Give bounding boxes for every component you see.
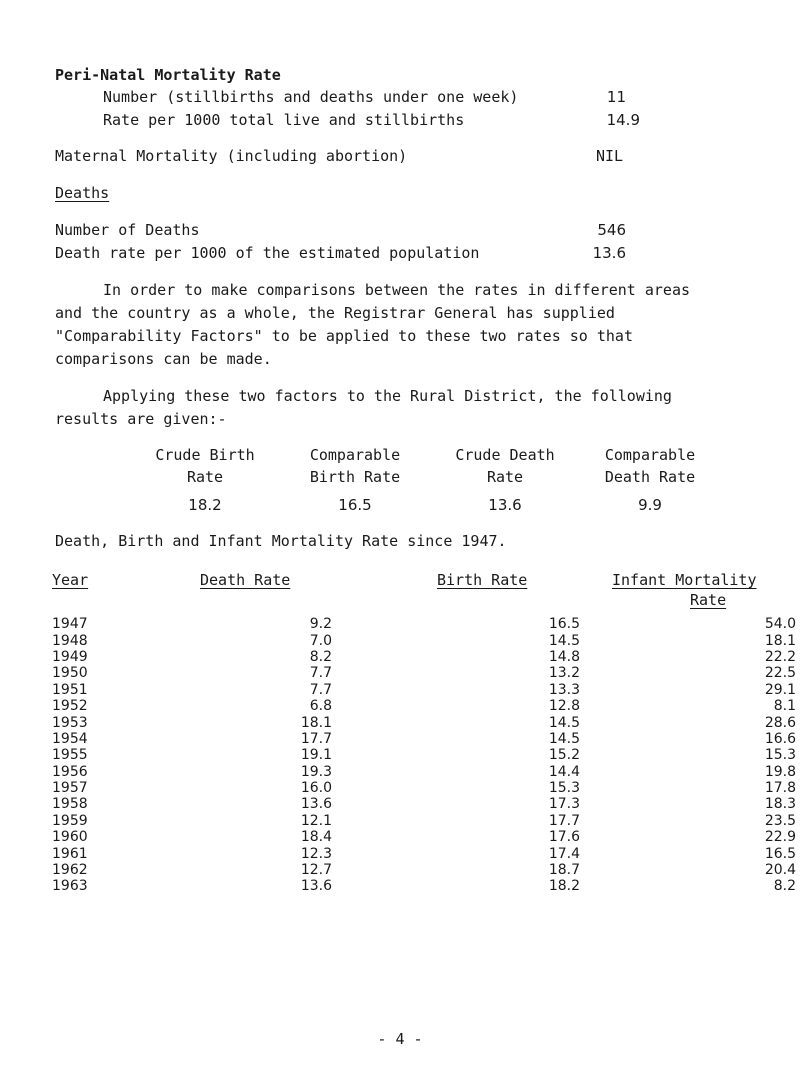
cell-infant-mortality-rate: 22.2 bbox=[764, 648, 796, 665]
cell-infant-mortality-rate: 8.2 bbox=[773, 878, 796, 895]
cell-death-rate: 19.3 bbox=[300, 763, 332, 780]
cell-birth-rate: 17.3 bbox=[548, 796, 580, 813]
comparison-header-comparable-death-2: Death Rate bbox=[604, 468, 696, 486]
cell-birth-rate: 14.5 bbox=[548, 730, 580, 747]
cell-birth-rate: 14.8 bbox=[548, 648, 580, 665]
cell-birth-rate: 13.2 bbox=[548, 665, 580, 682]
comparison-header-crude-birth-2: Rate bbox=[186, 468, 224, 486]
cell-infant-mortality-rate: 22.5 bbox=[764, 665, 796, 682]
comparison-header-comparable-birth-1: Comparable bbox=[309, 446, 401, 464]
cell-death-rate: 9.2 bbox=[309, 616, 332, 633]
cell-death-rate: 17.7 bbox=[300, 730, 332, 747]
cell-year: 1958 bbox=[52, 796, 88, 813]
table-row bbox=[52, 682, 796, 698]
table-row bbox=[52, 764, 796, 780]
cell-infant-mortality-rate: 15.3 bbox=[764, 747, 796, 764]
cell-birth-rate: 14.5 bbox=[548, 632, 580, 649]
perinatal-rate-label: Rate per 1000 total live and stillbirths bbox=[103, 111, 465, 129]
perinatal-heading: Peri-Natal Mortality Rate bbox=[55, 66, 281, 84]
cell-year: 1948 bbox=[52, 632, 88, 649]
table-row bbox=[52, 649, 796, 665]
cell-year: 1961 bbox=[52, 845, 88, 862]
cell-year: 1947 bbox=[52, 616, 88, 633]
cell-year: 1957 bbox=[52, 780, 88, 797]
cell-death-rate: 6.8 bbox=[309, 698, 332, 715]
cell-infant-mortality-rate: 17.8 bbox=[764, 780, 796, 797]
cell-year: 1953 bbox=[52, 714, 88, 731]
cell-birth-rate: 17.7 bbox=[548, 812, 580, 829]
deaths-number-label: Number of Deaths bbox=[55, 221, 200, 239]
comparison-value-comparable-death: 9.9 bbox=[638, 496, 662, 514]
comparison-header-crude-death-2: Rate bbox=[486, 468, 524, 486]
paragraph-comparisons-line-3: "Comparability Factors" to be applied to these two rates so that bbox=[55, 327, 633, 345]
table-row bbox=[52, 780, 796, 796]
cell-year: 1952 bbox=[52, 698, 88, 715]
cell-year: 1963 bbox=[52, 878, 88, 895]
table-row bbox=[52, 665, 796, 681]
cell-death-rate: 13.6 bbox=[300, 796, 332, 813]
maternal-value: NIL bbox=[596, 147, 624, 165]
deaths-number-value: 546 bbox=[597, 221, 626, 239]
cell-death-rate: 12.1 bbox=[300, 812, 332, 829]
cell-death-rate: 8.2 bbox=[309, 648, 332, 665]
column-header-death-rate: Death Rate bbox=[200, 571, 291, 589]
mortality-table-body bbox=[52, 616, 796, 895]
cell-death-rate: 12.3 bbox=[300, 845, 332, 862]
table-row bbox=[52, 829, 796, 845]
column-header-birth-rate: Birth Rate bbox=[437, 571, 528, 589]
maternal-label: Maternal Mortality (including abortion) bbox=[55, 147, 408, 165]
cell-year: 1962 bbox=[52, 862, 88, 879]
paragraph-applying-line-1: Applying these two factors to the Rural District, the following bbox=[103, 387, 672, 405]
deaths-heading: Deaths bbox=[55, 184, 110, 202]
table-row bbox=[52, 862, 796, 878]
table-row bbox=[52, 813, 796, 829]
table-row bbox=[52, 845, 796, 861]
cell-year: 1959 bbox=[52, 812, 88, 829]
cell-year: 1956 bbox=[52, 763, 88, 780]
table-row bbox=[52, 747, 796, 763]
cell-year: 1954 bbox=[52, 730, 88, 747]
paragraph-comparisons-line-1: In order to make comparisons between the rates in different areas bbox=[103, 281, 690, 299]
cell-year: 1950 bbox=[52, 665, 88, 682]
column-header-infant-mortality-rate: Rate bbox=[690, 591, 727, 609]
cell-birth-rate: 12.8 bbox=[548, 698, 580, 715]
table-row bbox=[52, 616, 796, 632]
cell-birth-rate: 15.3 bbox=[548, 780, 580, 797]
page-number: - 4 - bbox=[377, 1030, 423, 1048]
cell-year: 1960 bbox=[52, 829, 88, 846]
cell-death-rate: 7.0 bbox=[309, 632, 332, 649]
table-row bbox=[52, 632, 796, 648]
table-row bbox=[52, 714, 796, 730]
cell-birth-rate: 14.4 bbox=[548, 763, 580, 780]
cell-birth-rate: 14.5 bbox=[548, 714, 580, 731]
cell-year: 1949 bbox=[52, 648, 88, 665]
cell-infant-mortality-rate: 23.5 bbox=[764, 812, 796, 829]
comparison-header-crude-death-1: Crude Death bbox=[455, 446, 555, 464]
cell-birth-rate: 17.4 bbox=[548, 845, 580, 862]
cell-infant-mortality-rate: 18.3 bbox=[764, 796, 796, 813]
cell-birth-rate: 15.2 bbox=[548, 747, 580, 764]
deaths-rate-label: Death rate per 1000 of the estimated population bbox=[55, 244, 480, 262]
cell-infant-mortality-rate: 16.5 bbox=[764, 845, 796, 862]
cell-infant-mortality-rate: 22.9 bbox=[764, 829, 796, 846]
cell-birth-rate: 13.3 bbox=[548, 681, 580, 698]
cell-infant-mortality-rate: 54.0 bbox=[764, 616, 796, 633]
cell-year: 1951 bbox=[52, 681, 88, 698]
paragraph-comparisons-line-2: and the country as a whole, the Registrar General has supplied bbox=[55, 304, 615, 322]
mortality-table bbox=[52, 616, 796, 895]
comparison-value-crude-death: 13.6 bbox=[488, 496, 522, 514]
comparison-header-comparable-death-1: Comparable bbox=[604, 446, 696, 464]
cell-infant-mortality-rate: 8.1 bbox=[773, 698, 796, 715]
table-row bbox=[52, 698, 796, 714]
table-row bbox=[52, 878, 796, 894]
cell-infant-mortality-rate: 19.8 bbox=[764, 763, 796, 780]
deaths-rate-value: 13.6 bbox=[592, 244, 626, 262]
cell-death-rate: 13.6 bbox=[300, 878, 332, 895]
cell-infant-mortality-rate: 28.6 bbox=[764, 714, 796, 731]
table-row bbox=[52, 731, 796, 747]
cell-death-rate: 12.7 bbox=[300, 862, 332, 879]
perinatal-number-value: 11 bbox=[606, 88, 626, 106]
cell-birth-rate: 17.6 bbox=[548, 829, 580, 846]
column-header-year: Year bbox=[52, 571, 89, 589]
cell-birth-rate: 16.5 bbox=[548, 616, 580, 633]
cell-death-rate: 7.7 bbox=[309, 665, 332, 682]
cell-death-rate: 19.1 bbox=[300, 747, 332, 764]
column-header-infant-mortality: Infant Mortality bbox=[612, 571, 757, 589]
paragraph-applying-line-2: results are given:- bbox=[55, 410, 227, 428]
cell-infant-mortality-rate: 20.4 bbox=[764, 862, 796, 879]
cell-death-rate: 7.7 bbox=[309, 681, 332, 698]
perinatal-rate-value: 14.9 bbox=[606, 111, 640, 129]
cell-infant-mortality-rate: 18.1 bbox=[764, 632, 796, 649]
cell-death-rate: 18.1 bbox=[300, 714, 332, 731]
cell-death-rate: 16.0 bbox=[300, 780, 332, 797]
comparison-value-comparable-birth: 16.5 bbox=[338, 496, 372, 514]
cell-birth-rate: 18.7 bbox=[548, 862, 580, 879]
comparison-header-comparable-birth-2: Birth Rate bbox=[309, 468, 401, 486]
mortality-table-title: Death, Birth and Infant Mortality Rate since 1947. bbox=[55, 532, 507, 550]
comparison-header-crude-birth-1: Crude Birth bbox=[155, 446, 255, 464]
table-row bbox=[52, 796, 796, 812]
cell-death-rate: 18.4 bbox=[300, 829, 332, 846]
cell-infant-mortality-rate: 16.6 bbox=[764, 730, 796, 747]
cell-year: 1955 bbox=[52, 747, 88, 764]
cell-birth-rate: 18.2 bbox=[548, 878, 580, 895]
cell-infant-mortality-rate: 29.1 bbox=[764, 681, 796, 698]
paragraph-comparisons-line-4: comparisons can be made. bbox=[55, 350, 272, 368]
perinatal-number-label: Number (stillbirths and deaths under one week) bbox=[103, 88, 519, 106]
comparison-value-crude-birth: 18.2 bbox=[188, 496, 222, 514]
